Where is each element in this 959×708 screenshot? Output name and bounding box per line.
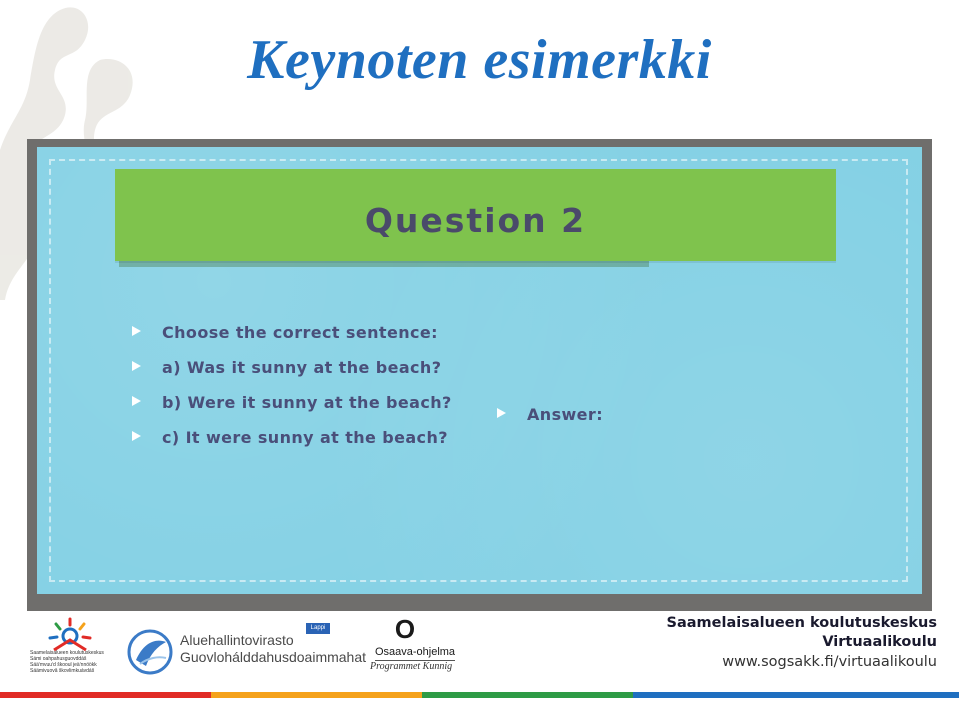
bullet-option-c bbox=[132, 428, 452, 447]
bullet-text: Choose the correct sentence: bbox=[162, 323, 438, 342]
keynote-screenshot bbox=[27, 139, 932, 611]
osaava-letter: O bbox=[394, 614, 416, 644]
lappi-tag: Lappi bbox=[306, 623, 330, 634]
color-bar-orange bbox=[211, 692, 422, 698]
bullet-instruction bbox=[132, 323, 452, 342]
avi-line-2: Guovlohálddahusdoaimmahat bbox=[180, 649, 367, 665]
bullet-arrow-icon bbox=[497, 408, 506, 418]
organization-name: Saamelaisalueen koulutuskeskus bbox=[666, 615, 937, 631]
avi-name bbox=[180, 632, 366, 666]
avi-logo bbox=[126, 626, 367, 676]
footer bbox=[0, 612, 959, 692]
color-bar bbox=[0, 692, 959, 698]
bullet-text: a) Was it sunny at the beach? bbox=[162, 358, 442, 377]
sogsakk-logo-text bbox=[30, 650, 130, 674]
bullet-text: c) It were sunny at the beach? bbox=[162, 428, 448, 447]
bullet-arrow-icon bbox=[132, 361, 141, 371]
color-bar-red bbox=[0, 692, 211, 698]
bullet-text: b) Were it sunny at the beach? bbox=[162, 393, 452, 412]
sogsakk-line: Sääʹmvuuʹd škooul jeäʹnnöökk bbox=[30, 662, 97, 668]
organization-unit: Virtuaalikoulu bbox=[822, 634, 937, 650]
keynote-slide bbox=[37, 147, 922, 594]
osaava-name: Osaava-ohjelma bbox=[375, 646, 455, 661]
sogsakk-line: Sámi oahpahusguovddáš bbox=[30, 656, 87, 662]
sogsakk-sun-icon bbox=[40, 616, 100, 652]
color-bar-blue bbox=[633, 692, 959, 698]
answer-text: Answer: bbox=[527, 405, 604, 424]
bullet-option-a bbox=[132, 358, 452, 377]
bullet-option-b bbox=[132, 393, 452, 412]
bullet-arrow-icon bbox=[132, 431, 141, 441]
question-banner bbox=[115, 169, 836, 261]
avi-line-1: Aluehallintovirasto bbox=[180, 632, 294, 648]
page-title: Keynoten esimerkki bbox=[247, 29, 712, 91]
bullet-arrow-icon bbox=[132, 396, 141, 406]
banner-shadow bbox=[119, 261, 649, 267]
organization-info bbox=[667, 614, 937, 673]
osaava-logo bbox=[370, 616, 460, 676]
avi-emblem-icon bbox=[126, 628, 174, 676]
color-bar-green bbox=[422, 692, 633, 698]
organization-url[interactable]: www.sogsakk.fi/virtuaalikoulu bbox=[722, 654, 937, 670]
bullet-list bbox=[132, 323, 452, 463]
question-heading: Question 2 bbox=[364, 201, 587, 240]
osaava-subtitle: Programmet Kunnig bbox=[370, 661, 453, 672]
sogsakk-line: Säämivuovâ škovlimkuávdáš bbox=[30, 668, 95, 674]
sogsakk-line: Saamelaisalueen koulutuskeskus bbox=[30, 650, 104, 656]
sogsakk-logo bbox=[30, 616, 120, 686]
bullet-arrow-icon bbox=[132, 326, 141, 336]
answer-label bbox=[497, 405, 603, 424]
